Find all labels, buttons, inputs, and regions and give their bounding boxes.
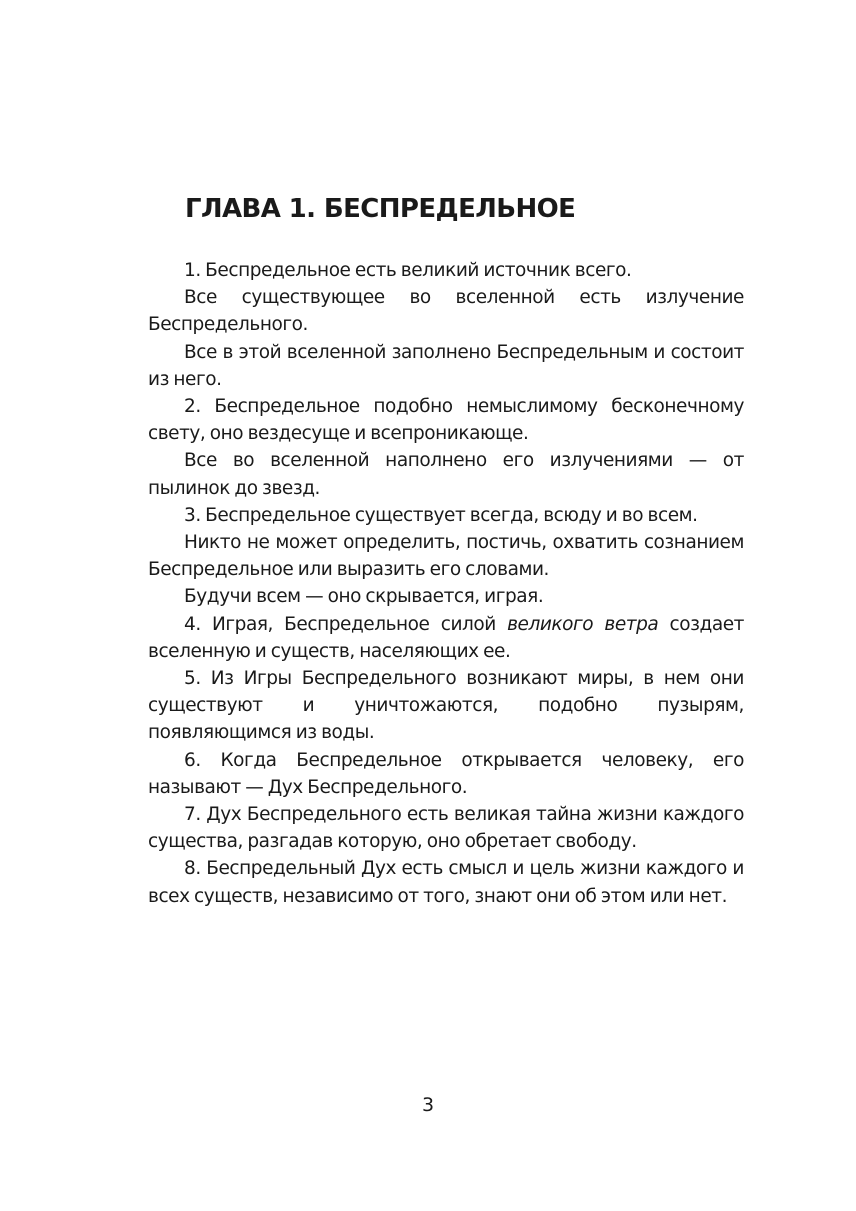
paragraph-8: Будучи всем — оно скрывается, играя.: [184, 586, 544, 608]
paragraph-7: Никто не может определить, постичь, охватить сознанием Беспредельное или выразить его словами.: [148, 532, 744, 581]
chapter-title: ГЛАВА 1. БЕСПРЕДЕЛЬНОЕ: [185, 194, 576, 224]
italic-phrase: великого ветра: [507, 613, 659, 635]
paragraph-11: 6. Когда Беспредельное открывается человеку, его называют — Дух Беспредельного.: [148, 749, 744, 798]
paragraph-9-start: 4. Играя, Беспредельное силой: [184, 613, 508, 635]
page-number: 3: [421, 1094, 435, 1116]
paragraph-10: 5. Из Игры Беспредельного возникают миры, в нем они существуют и уничтожаются, подобно пузырям, появляющимся из воды.: [148, 668, 744, 744]
paragraph-5: Все во вселенной наполнено его излучениями — от пылинок до звезд.: [148, 450, 744, 499]
paragraph-1: 1. Беспредельное есть великий источник всего.: [184, 260, 632, 281]
paragraph-9-end: создает вселенную и существ, населяющих ее.: [148, 613, 744, 662]
paragraph-13: 8. Беспредельный Дух есть смысл и цель жизни каждого и всех существ, независимо от того, знают они об этом или нет.: [148, 858, 744, 907]
chapter-body: [148, 257, 744, 910]
paragraph-9: [148, 611, 744, 665]
paragraph-4: 2. Беспредельное подобно немыслимому бесконечному свету, оно вездесуще и всепроникающе.: [148, 396, 744, 445]
paragraph-12: 7. Дух Беспредельного есть великая тайна жизни каждого существа, разгадав которую, оно обретает свободу.: [148, 804, 744, 853]
paragraph-2: Все существующее во вселенной есть излучение Беспредельного.: [148, 287, 744, 336]
paragraph-3: Все в этой вселенной заполнено Беспредельным и состоит из него.: [148, 341, 744, 390]
paragraph-6: 3. Беспредельное существует всегда, всюду и во всем.: [184, 504, 698, 526]
